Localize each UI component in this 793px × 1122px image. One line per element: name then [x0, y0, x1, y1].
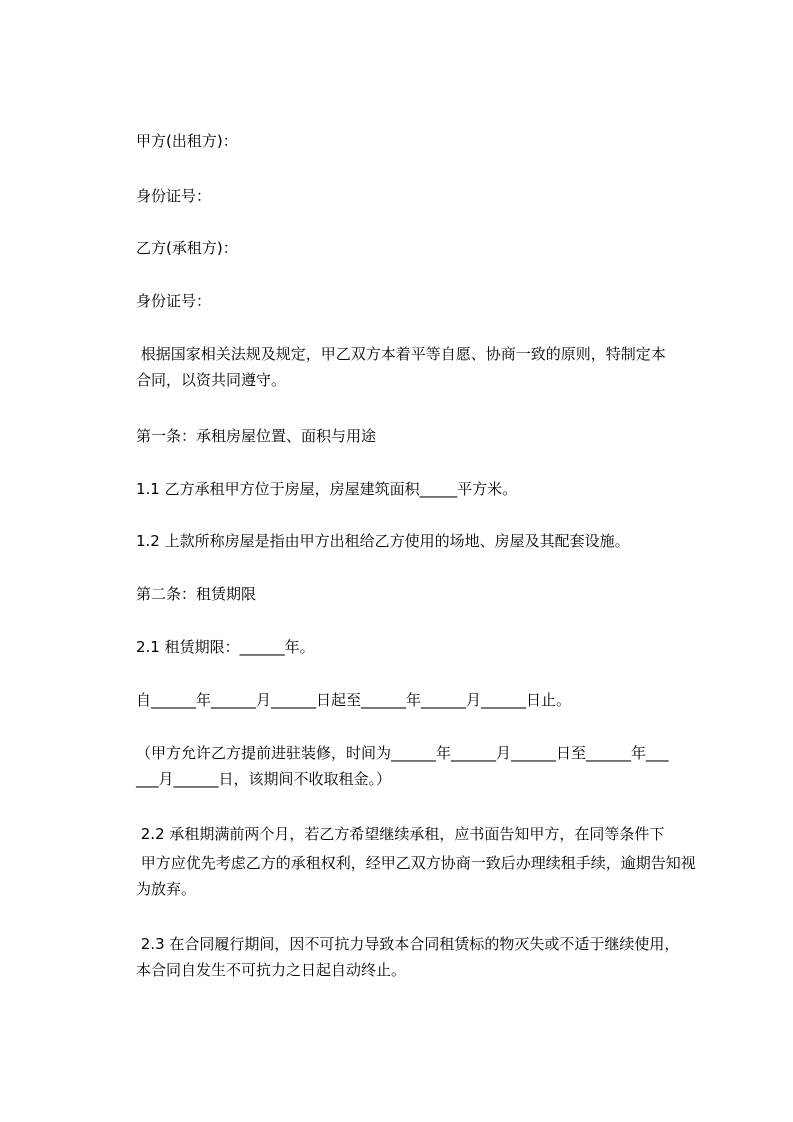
clause-1-2: 1.2 上款所称房屋是指由甲方出租给乙方使用的场地、房屋及其配套设施。: [136, 532, 630, 550]
lease-period-dates: 自______年______月______日起至______年______月______日止。: [136, 691, 572, 709]
party-b-id-label: 身份证号：: [136, 292, 212, 310]
preamble-line-2: 合同，以资共同遵守。: [136, 371, 287, 389]
renovation-period-line-2: ___月______日，该期间不收取租金。）: [136, 770, 392, 788]
clause-2-2-line-2: 甲方应优先考虑乙方的承租权利，经甲乙双方协商一致后办理续租手续，逾期告知视: [136, 854, 696, 872]
clause-1-1: 1.1 乙方承租甲方位于房屋，房屋建筑面积_____平方米。: [136, 480, 518, 498]
party-a-label: 甲方(出租方)：: [136, 132, 238, 150]
article-1-heading: 第一条：承租房屋位置、面积与用途: [136, 427, 377, 445]
clause-2-2-line-1: 2.2 承租期满前两个月，若乙方希望继续承租，应书面告知甲方，在同等条件下: [136, 825, 665, 843]
party-b-label: 乙方(承租方)：: [136, 239, 238, 257]
article-2-heading: 第二条：租赁期限: [136, 585, 257, 603]
party-a-id-label: 身份证号：: [136, 187, 212, 205]
clause-2-3-line-1: 2.3 在合同履行期间，因不可抗力导致本合同租赁标的物灭失或不适于继续使用，: [136, 935, 680, 953]
clause-2-1: 2.1 租赁期限：______年。: [136, 638, 315, 656]
preamble-line-1: 根据国家相关法规及规定，甲乙双方本着平等自愿、协商一致的原则，特制定本: [136, 345, 666, 363]
clause-2-3-line-2: 本合同自发生不可抗力之日起自动终止。: [136, 961, 407, 979]
renovation-period-line-1: （甲方允许乙方提前进驻装修，时间为______年______月______日至______年___: [136, 744, 669, 762]
clause-2-2-line-3: 为放弃。: [136, 880, 197, 898]
